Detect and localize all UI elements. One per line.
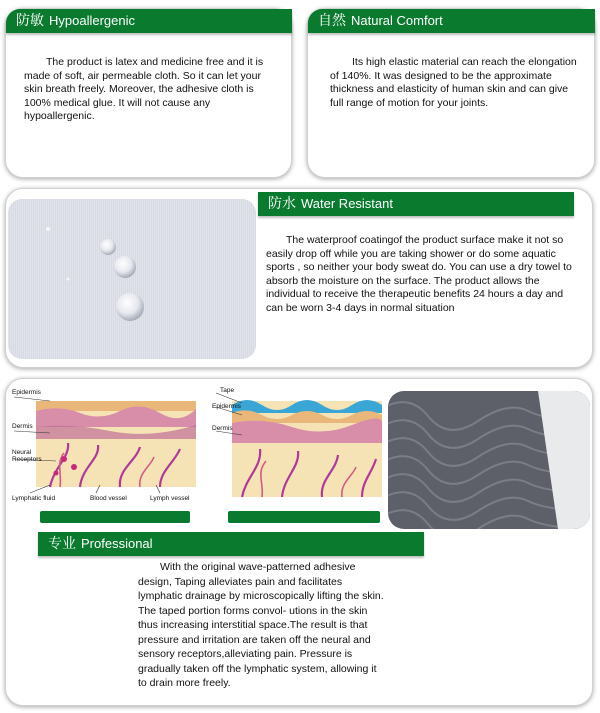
skin-diagram-taped <box>212 387 382 507</box>
water-resistant-text: The waterproof coatingof the product surface make it not so easily drop off while you are taking shower or do some aquatic sports , so neither your body sweat do. You can use a dry towel to absorb the moisture on the surface. The product allows the individual to receive the therapeutic benefits 24 hours a day and can be worn 3-4 days in normal situation <box>266 234 572 314</box>
professional-header <box>38 532 424 556</box>
hypoallergenic-title-cn: 防敏 <box>16 13 44 29</box>
skin-layers-illustration <box>10 387 196 507</box>
hypoallergenic-title: Hypoallergenic <box>49 13 135 28</box>
wave-pattern-graphic <box>388 391 590 529</box>
hypoallergenic-card <box>5 8 292 178</box>
label-tape: Tape <box>220 387 235 394</box>
natural-comfort-title-cn: 自然 <box>318 13 346 29</box>
label-epidermis-taped: Epidermis <box>212 403 241 410</box>
water-droplets-graphic <box>8 199 256 359</box>
professional-card <box>5 378 593 706</box>
diagram-strip-right <box>228 511 380 523</box>
water-resistant-title-cn: 防水 <box>268 196 296 212</box>
water-resistant-header <box>258 192 574 216</box>
natural-comfort-title: Natural Comfort <box>351 13 443 28</box>
natural-comfort-text: Its high elastic material can reach the elongation of 140%. It was designed to be the approximate thickness and elasticity of human skin and can give full range of motion for your joints. <box>330 56 577 109</box>
label-epidermis: Epidermis <box>12 389 41 396</box>
hypoallergenic-text: The product is latex and medicine free and it is made of soft, air permeable cloth. So it can let your skin breath freely. Moreover, the adhesive cloth is 100% medical glue. It will not cause any hypoallergenic. <box>24 56 264 122</box>
label-neural-receptors: Neural Receptors <box>12 449 42 463</box>
label-lymphatic-fluid: Lymphatic fluid <box>12 495 56 502</box>
professional-text: With the original wave-patterned adhesive design, Taping alleviates pain and facilitates lymphatic drainage by microscopically lifting the skin. The taped portion forms convol- utions in the skin thus increasing interstitial space.The result is that pressure and irritation are taken off the neural and sensory receptors,alleviating pain. Pressure is gradually taken off the lymphatic system, allowing it to drain more freely. <box>138 561 384 689</box>
skin-diagram-untaped <box>10 387 196 507</box>
diagram-strip-left <box>40 511 190 523</box>
water-resistant-card <box>5 188 593 368</box>
waterproof-tape-photo <box>8 199 256 359</box>
natural-comfort-card <box>307 8 595 178</box>
label-dermis: Dermis <box>12 423 33 430</box>
hypoallergenic-header <box>6 9 292 33</box>
label-dermis-taped: Dermis <box>212 425 233 432</box>
professional-title-cn: 专业 <box>48 536 76 552</box>
label-blood-vessel: Blood vessel <box>90 495 127 502</box>
professional-title: Professional <box>81 536 153 551</box>
water-resistant-title: Water Resistant <box>301 196 393 211</box>
label-lymph-vessel: Lymph vessel <box>150 495 190 502</box>
natural-comfort-header <box>308 9 595 33</box>
wave-pattern-tape-photo <box>388 391 590 529</box>
